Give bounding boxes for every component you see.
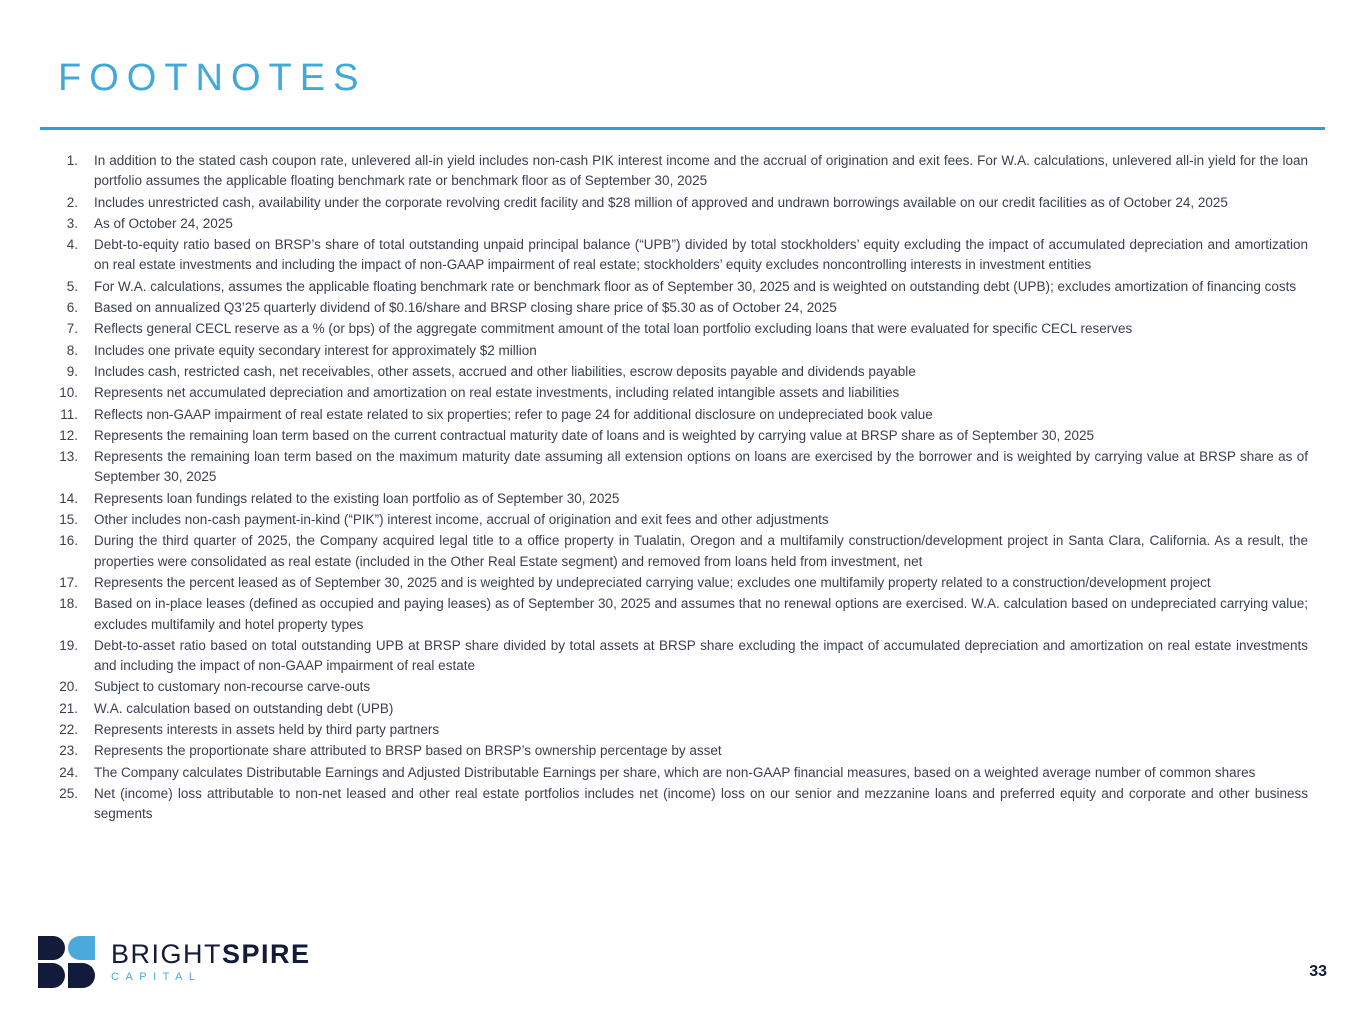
footnote-item <box>40 594 1308 635</box>
footnote-number: 10. <box>59 385 78 401</box>
footnote-item <box>40 341 1308 361</box>
footnote-item <box>40 741 1308 761</box>
footnote-text: For W.A. calculations, assumes the applicable floating benchmark rate or benchmark floor as of September 30, 2025 and is weighted on outstanding debt (UPB); excludes amortization of financing costs <box>94 278 1297 294</box>
footnote-number: 20. <box>59 679 78 695</box>
footnote-text: During the third quarter of 2025, the Company acquired legal title to a office property in Tualatin, Oregon and a multifamily construction/development project in Santa Clara, California. As a result, the properties were consolidated as real estate (included in the Other Real Estate segment) and removed from loans held from investment, net <box>94 533 1308 569</box>
footnote-number: 17. <box>59 574 78 590</box>
footnote-item <box>40 447 1308 488</box>
page-number: 33 <box>1309 963 1327 980</box>
footnote-text: Based on annualized Q3’25 quarterly dividend of $0.16/share and BRSP closing share price of $5.30 as of October 24, 2025 <box>94 300 837 316</box>
footnote-text: Represents interests in assets held by third party partners <box>94 722 440 738</box>
brand-name-regular: BRIGHT <box>111 939 223 969</box>
footnote-item <box>40 405 1308 425</box>
footnote-item <box>40 151 1308 192</box>
footnote-text: W.A. calculation based on outstanding debt (UPB) <box>94 700 394 716</box>
footnote-item <box>40 235 1308 276</box>
footnote-number: 24. <box>59 764 78 780</box>
logo-shape-bottom-left <box>38 963 65 988</box>
logo-shape-top-left <box>38 936 65 960</box>
footnote-item <box>40 531 1308 572</box>
brightspire-logo-icon <box>38 936 95 988</box>
footnote-number: 13. <box>59 449 78 465</box>
brand-name-bold: SPIRE <box>222 939 311 969</box>
footnote-number: 18. <box>59 596 78 612</box>
footnote-number: 1. <box>66 153 78 168</box>
logo-text <box>111 941 311 983</box>
footnote-item <box>40 489 1308 509</box>
footnote-item <box>40 193 1308 213</box>
footnote-item <box>40 636 1308 677</box>
footnote-item <box>40 383 1308 403</box>
footnote-number: 6. <box>66 300 78 316</box>
title-divider <box>40 127 1325 130</box>
footnotes-list <box>40 151 1308 826</box>
brightspire-logo <box>38 936 311 988</box>
footnote-number: 14. <box>59 490 78 506</box>
footnote-number: 21. <box>59 700 78 716</box>
footnote-number: 12. <box>59 427 78 443</box>
footnote-text: Subject to customary non-recourse carve-outs <box>94 679 371 695</box>
footnote-text: Represents loan fundings related to the existing loan portfolio as of September 30, 2025 <box>94 490 620 506</box>
footnote-number: 8. <box>66 342 78 358</box>
footnote-item <box>40 426 1308 446</box>
footnote-item <box>40 677 1308 697</box>
footnote-text: Reflects non-GAAP impairment of real estate related to six properties; refer to page 24 for additional disclosure on undepreciated book value <box>94 406 933 422</box>
page-title: FOOTNOTES <box>58 57 367 99</box>
footnote-text: Represents the proportionate share attributed to BRSP based on BRSP’s ownership percentage by asset <box>94 743 722 759</box>
footnote-text: Represents the percent leased as of September 30, 2025 and is weighted by undepreciated carrying value; excludes one multifamily property related to a construction/development project <box>94 574 1211 590</box>
brand-subtitle: CAPITAL <box>111 971 202 983</box>
footnote-text: Based on in-place leases (defined as occupied and paying leases) as of September 30, 2025 and assumes that no renewal options are exercised. W.A. calculation based on undepreciated carrying value; excludes multifamily and hotel property types <box>94 596 1308 632</box>
footnote-number: 16. <box>59 533 78 549</box>
footnote-text: Represents net accumulated depreciation and amortization on real estate investments, including related intangible assets and liabilities <box>94 385 900 401</box>
footnote-item <box>40 720 1308 740</box>
footnote-item <box>40 362 1308 382</box>
footnote-number: 4. <box>66 237 78 253</box>
logo-shape-bottom-right <box>68 963 95 988</box>
footnote-item <box>40 277 1308 297</box>
footnote-item <box>40 699 1308 719</box>
footnote-text: Represents the remaining loan term based on the current contractual maturity date of loans and is weighted by carrying value at BRSP share as of September 30, 2025 <box>94 427 1095 443</box>
footnote-text: Debt-to-equity ratio based on BRSP’s share of total outstanding unpaid principal balance (“UPB”) divided by total stockholders’ equity excluding the impact of accumulated depreciation and amortization on real estate investments and including the impact of non-GAAP impairment of real estate; stockholders’ equity excludes noncontrolling interests in investment entities <box>94 237 1308 273</box>
footnote-text: As of October 24, 2025 <box>94 215 233 231</box>
footnote-text: Debt-to-asset ratio based on total outstanding UPB at BRSP share divided by total assets at BRSP share excluding the impact of accumulated depreciation and amortization on real estate investments and including the impact of non-GAAP impairment of real estate <box>94 637 1308 674</box>
footnote-number: 25. <box>59 785 78 801</box>
footnote-item <box>40 784 1308 825</box>
footnote-item <box>40 510 1308 530</box>
footnote-item <box>40 319 1308 339</box>
footnote-text: Represents the remaining loan term based on the maximum maturity date assuming all extension options on loans are exercised by the borrower and is weighted by carrying value at BRSP share as of September 30, 2025 <box>94 449 1308 485</box>
footnote-number: 19. <box>59 637 78 653</box>
footnote-number: 7. <box>66 321 78 337</box>
footnote-number: 23. <box>59 743 78 759</box>
footnote-number: 22. <box>59 722 78 738</box>
footnote-number: 5. <box>66 278 78 294</box>
footnote-item <box>40 763 1308 783</box>
footnote-text: Reflects general CECL reserve as a % (or bps) of the aggregate commitment amount of the total loan portfolio excluding loans that were evaluated for specific CECL reserves <box>94 321 1133 337</box>
footnote-text: Includes unrestricted cash, availability under the corporate revolving credit facility and $28 million of approved and undrawn borrowings available on our credit facilities as of October 24, 2025 <box>94 194 1228 210</box>
logo-shape-top-right <box>68 936 95 960</box>
footnote-text: Other includes non-cash payment-in-kind (“PIK”) interest income, accrual of origination and exit fees and other adjustments <box>94 512 829 528</box>
footnote-item <box>40 573 1308 593</box>
footnote-item <box>40 214 1308 234</box>
footnote-text: Net (income) loss attributable to non-net leased and other real estate portfolios includes net (income) loss on our senior and mezzanine loans and preferred equity and corporate and other business segments <box>94 785 1308 822</box>
footnote-text: The Company calculates Distributable Earnings and Adjusted Distributable Earnings per share, which are non-GAAP financial measures, based on a weighted average number of common shares <box>94 764 1256 780</box>
footnote-number: 9. <box>66 363 78 379</box>
brand-name <box>111 941 311 968</box>
footnote-number: 2. <box>66 194 78 210</box>
footnote-text: Includes one private equity secondary interest for approximately $2 million <box>94 342 537 358</box>
footnote-number: 3. <box>66 215 78 231</box>
footnote-text: Includes cash, restricted cash, net receivables, other assets, accrued and other liabilities, escrow deposits payable and dividends payable <box>94 363 916 379</box>
footnote-text: In addition to the stated cash coupon rate, unlevered all-in yield includes non-cash PIK interest income and the accrual of origination and exit fees. For W.A. calculations, unlevered all-in yield for the loan portfolio assumes the applicable floating benchmark rate or benchmark floor as of September 30, 2025 <box>94 153 1308 189</box>
footnote-number: 11. <box>60 406 78 422</box>
footnote-item <box>40 298 1308 318</box>
footnote-number: 15. <box>59 512 78 528</box>
